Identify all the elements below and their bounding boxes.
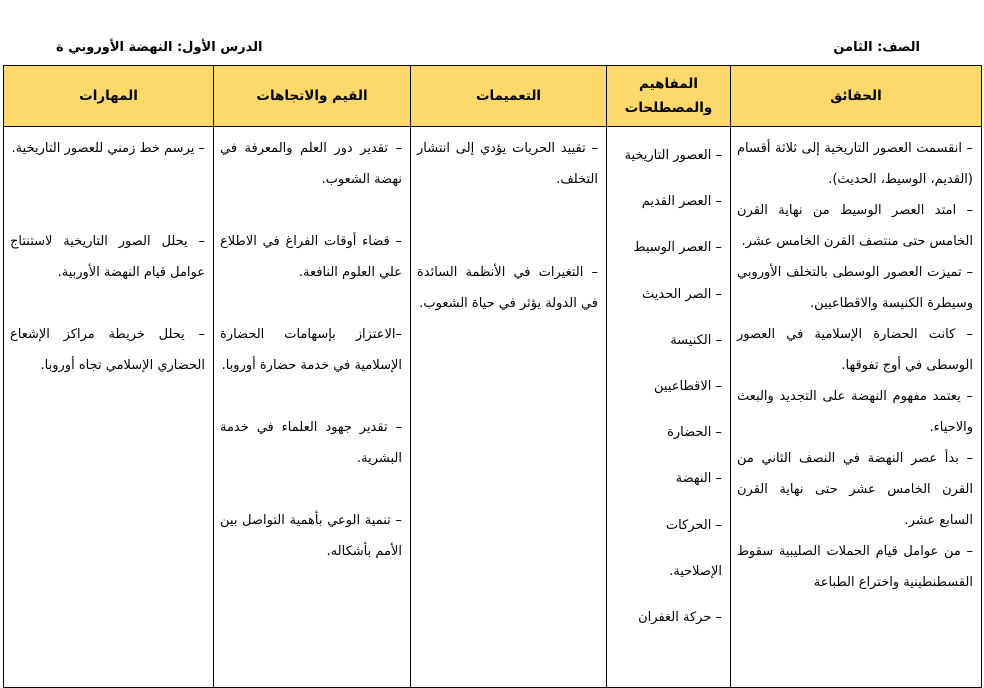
lesson-analysis-table: [3, 65, 982, 688]
value-item: –الاعتزاز بإسهامات الحضارة الإسلامية في خدمة حضارة أوروبا.: [220, 327, 402, 373]
concept-item: – العصر الوسيط: [633, 240, 722, 256]
value-item: – تقدير جهود العلماء في خدمة البشرية.: [220, 420, 402, 466]
concepts-cell: [607, 127, 731, 688]
concept-item: – الاقطاعيين: [654, 379, 722, 395]
fact-item: – انقسمت العصور التاريخية إلى ثلاثة أقسام (القديم، الوسيط، الحديث).: [737, 141, 973, 187]
values-cell: [214, 127, 411, 688]
skill-item: – يحلل الصور التاريخية لاستنتاج عوامل قيام النهضة الأوربية.: [10, 234, 205, 280]
value-item: – قضاء أوقات الفراغ في الاطلاع علي العلوم النافعة.: [220, 234, 402, 280]
value-item: – تقدير دور العلم والمعرفة في نهضة الشعوب.: [220, 141, 402, 187]
lesson-title: الدرس الأول: النهضة الأوروبي ة: [56, 40, 263, 55]
fact-item: – تميزت العصور الوسطى بالتخلف الأوروبي وسيطرة الكنيسة والاقطاعيين.: [737, 265, 973, 311]
fact-item: – امتد العصر الوسيط من نهاية القرن الخامس حتى منتصف القرن الخامس عشر.: [737, 203, 973, 249]
fact-item: – بدأ عصر النهضة في النصف الثاني من القرن الخامس عشر حتى نهاية القرن السابع عشر.: [737, 451, 973, 528]
grade-label: الصف: الثامن: [833, 40, 920, 55]
concept-item: – حركة الغفران: [638, 610, 722, 626]
skills-cell: [4, 127, 214, 688]
concept-item: – الصر الحديث: [642, 286, 722, 302]
concept-item: – الكنيسة: [670, 332, 722, 348]
column-header-skills: المهارات: [4, 66, 214, 127]
column-header-facts: الحقائق: [731, 66, 982, 127]
column-header-values: القيم والاتجاهات: [214, 66, 411, 127]
value-item: – تنمية الوعي بأهمية التواصل بين الأمم بأشكاله.: [220, 513, 402, 559]
table-header-row: [4, 66, 982, 127]
concept-item: – العصور التاريخية: [624, 148, 722, 163]
skill-item: – يرسم خط زمني للعصور التاريخية.: [11, 141, 205, 156]
concept-item: – العصر القديم: [641, 194, 722, 210]
generalizations-cell: [411, 127, 607, 688]
generalization-item: – تقييد الحريات يؤدي إلى انتشار التخلف.: [417, 141, 598, 187]
facts-cell: [731, 127, 982, 688]
column-header-concepts: المفاهيم والمصطلحات: [607, 66, 731, 127]
skill-item: – يحلل خريطة مراكز الإشعاع الحضاري الإسلامي تجاه أوروبا.: [10, 327, 205, 373]
fact-item: – من عوامل قيام الحملات الصليبية سقوط القسطنطينية واختراع الطباعة: [737, 544, 973, 590]
column-header-generalizations: التعميمات: [411, 66, 607, 127]
concept-item: – الحركات: [665, 517, 722, 533]
concept-item: – النهضة: [675, 471, 722, 487]
table-body-row: [4, 127, 982, 688]
generalization-item: – التغيرات في الأنظمة السائدة في الدولة يؤثر في حياة الشعوب.: [417, 265, 598, 311]
fact-item: – يعتمد مفهوم النهضة على التجديد والبعث والاحياء.: [737, 389, 973, 435]
concept-item: – الحضارة: [667, 425, 722, 441]
fact-item: – كانت الحضارة الإسلامية في العصور الوسطى في أوج تفوقها.: [737, 327, 973, 373]
concept-item: الإصلاحية.: [669, 563, 722, 579]
